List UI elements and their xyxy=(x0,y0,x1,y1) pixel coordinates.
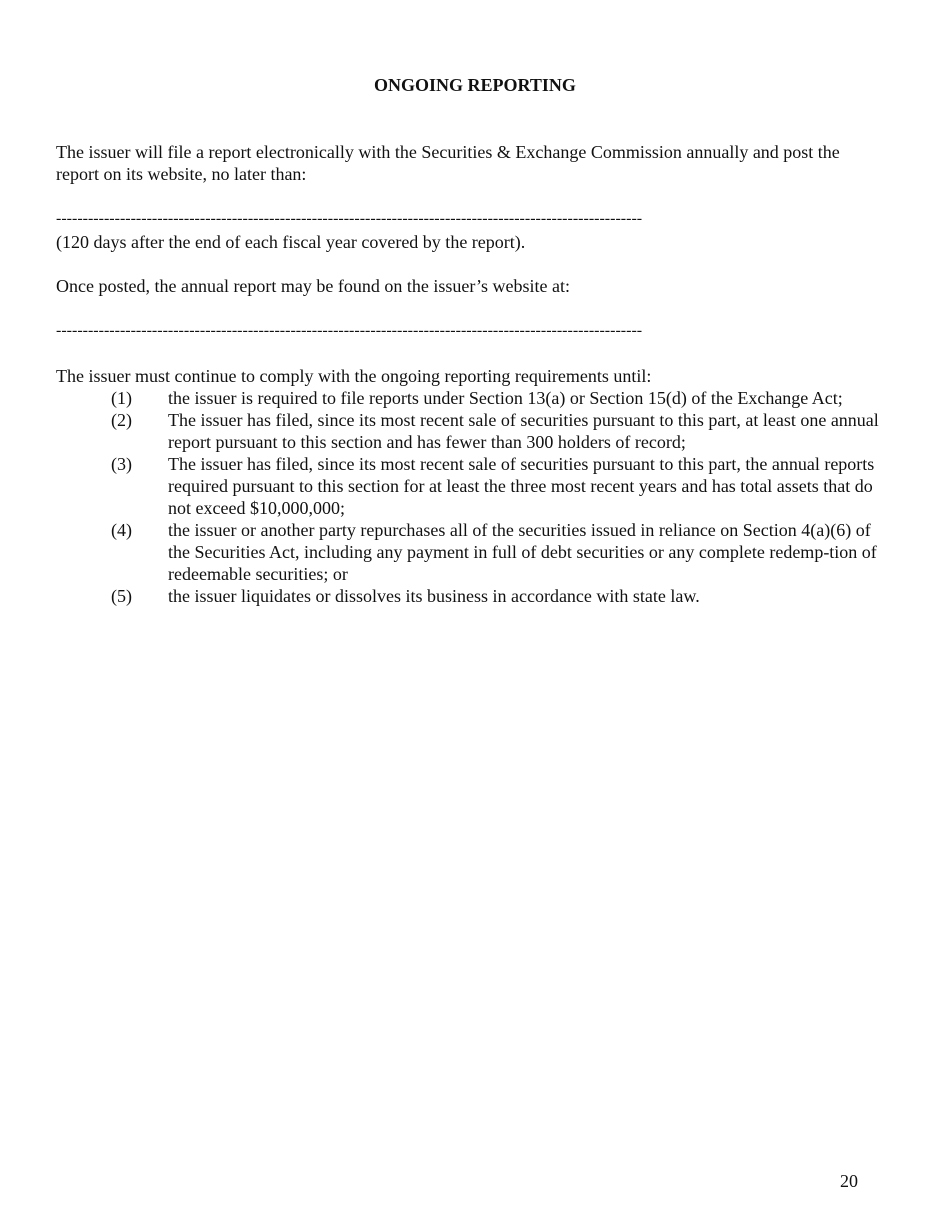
deadline-note: (120 days after the end of each fiscal year covered by the report). xyxy=(56,232,526,252)
page-number: 20 xyxy=(840,1171,858,1191)
list-item-number: (2) xyxy=(111,410,132,430)
website-paragraph: Once posted, the annual report may be found on the issuer’s website at: xyxy=(56,276,571,296)
page-title: ONGOING REPORTING xyxy=(374,75,576,95)
list-item xyxy=(56,409,886,453)
list-item xyxy=(56,585,886,607)
list-item-text: The issuer has filed, since its most recent sale of securities pursuant to this part, at least one annual report pursuant to this section and has fewer than 300 holders of record; xyxy=(168,410,879,452)
website-blank-line: -------------------------------------------------------------------------------------------------------------- xyxy=(56,322,643,339)
list-item-text: the issuer or another party repurchases all of the securities issued in reliance on Section 4(a)(6) of the Securities Act, including any payment in full of debt securities or any complete redemp-tion of redeemable securities; or xyxy=(168,520,877,584)
list-item-number: (1) xyxy=(111,388,132,408)
list-item xyxy=(56,453,886,519)
list-item-text: the issuer is required to file reports under Section 13(a) or Section 15(d) of the Exchange Act; xyxy=(168,388,843,408)
list-item-number: (5) xyxy=(111,586,132,606)
compliance-paragraph: The issuer must continue to comply with the ongoing reporting requirements until: xyxy=(56,366,652,386)
list-item xyxy=(56,519,886,585)
conditions-list xyxy=(56,387,886,607)
intro-paragraph: The issuer will file a report electronically with the Securities & Exchange Commission annually and post the report on its website, no later than: xyxy=(56,142,840,184)
list-item-text: The issuer has filed, since its most recent sale of securities pursuant to this part, the annual reports required pursuant to this section for at least the three most recent years and has total assets that do not exceed $10,000,000; xyxy=(168,454,875,518)
list-item-text: the issuer liquidates or dissolves its business in accordance with state law. xyxy=(168,586,700,606)
list-item xyxy=(56,387,886,409)
list-item-number: (3) xyxy=(111,454,132,474)
deadline-blank-line: -------------------------------------------------------------------------------------------------------------- xyxy=(56,210,643,227)
list-item-number: (4) xyxy=(111,520,132,540)
